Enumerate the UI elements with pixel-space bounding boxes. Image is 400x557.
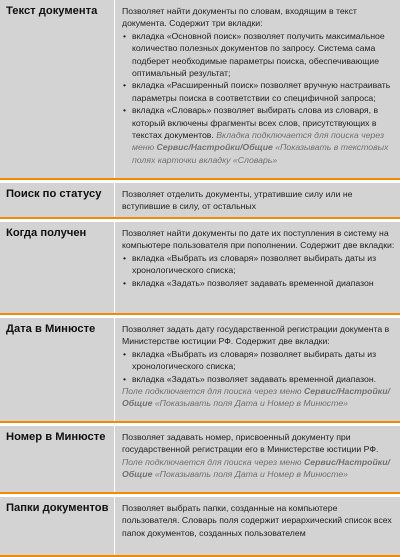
note: Поле подключается для поиска через меню Сервис/Настройки/Общие «Показывать поля Дата и Номер в Минюсте»: [122, 456, 390, 480]
tab-list: [122, 252, 396, 289]
tab-list: [122, 30, 396, 166]
menu-path: Сервис/Настройки/Общие: [122, 456, 390, 480]
term-text-document: Текст документа: [6, 5, 98, 17]
tab-list: [122, 348, 396, 385]
desc-number-minjust: [114, 426, 400, 492]
list-item: • вкладка «Задать» позволяет задавать временной диапазон.: [122, 373, 396, 385]
term-number-minjust: Номер в Минюсте: [6, 431, 106, 443]
row-when-received: [0, 222, 400, 315]
list-item: • вкладка «Выбрать из словаря» позволяет выбирать даты из хронологического списка;: [122, 348, 396, 373]
note: Вкладка подключается для поиска через меню Сервис/Настройки/Общие «Показывать в текстовых полях карточки вкладку «Словарь»: [132, 130, 389, 165]
desc-intro: Позволяет найти документы по словам, входящим в текст документа. Содержит три вкладки:: [122, 6, 357, 29]
list-item: • вкладка «Расширенный поиск» позволяет вручную настраивать параметры поиска в соответствии со специфичной запроса;: [122, 79, 396, 104]
desc-status-search: [114, 183, 400, 217]
row-date-minjust: [0, 318, 400, 423]
desc-text-document: [114, 0, 400, 178]
desc-date-minjust: [114, 318, 400, 421]
list-item: • вкладка «Основной поиск» позволяет получить максимальное количество полезных документов по запросу. Система сама подберет необходимые параметры поиска, обеспечивающие оптимальный результат;: [122, 30, 396, 80]
row-text-document: [0, 0, 400, 180]
desc-intro: Позволяет найти документы по дате их поступления в систему на компьютере пользователя при пополнении. Содержит две вкладки:: [122, 228, 395, 251]
list-item: • вкладка «Выбрать из словаря» позволяет выбирать даты из хронологического списка;: [122, 252, 396, 277]
menu-path: Сервис/Настройки/Общие: [156, 142, 273, 153]
desc-intro: Позволяет отделить документы, утратившие силу или не вступившие в силу, от остальных: [122, 189, 353, 212]
desc-intro: Позволяет задавать номер, присвоенный документу при государственной регистрации его в Министерстве юстиции РФ.: [122, 432, 379, 455]
desc-intro: Позволяет выбрать папки, созданные на компьютере пользователя. Словарь поля содержит иерархический список всех папок документов, созданных пользователем: [122, 503, 392, 538]
list-item: [122, 104, 396, 166]
term-when-received: Когда получен: [6, 227, 87, 239]
desc-when-received: [114, 222, 400, 313]
term-date-minjust: Дата в Минюсте: [6, 323, 96, 335]
note: Поле подключается для поиска через меню Сервис/Настройки/Общие «Показывать поля Дата и Номер в Минюсте»: [122, 386, 390, 409]
menu-path: Сервис/Настройки/Общие: [122, 386, 390, 409]
row-status-search: [0, 183, 400, 219]
row-document-folders: [0, 497, 400, 557]
list-item-text: вкладка «Словарь» позволяет выбирать слова из словаря, в который включены фрагменты всех слов, присутствующих в текстах документов.: [132, 105, 379, 141]
desc-document-folders: [114, 497, 400, 555]
row-number-minjust: [0, 426, 400, 494]
list-item: • вкладка «Задать» позволяет задавать временной диапазон: [122, 277, 396, 289]
term-document-folders: Папки документов: [6, 502, 109, 514]
desc-intro: Позволяет задать дату государственной регистрации документа в Министерстве юстиции РФ. Содержит две вкладки:: [122, 324, 390, 347]
term-status-search: Поиск по статусу: [6, 188, 102, 200]
